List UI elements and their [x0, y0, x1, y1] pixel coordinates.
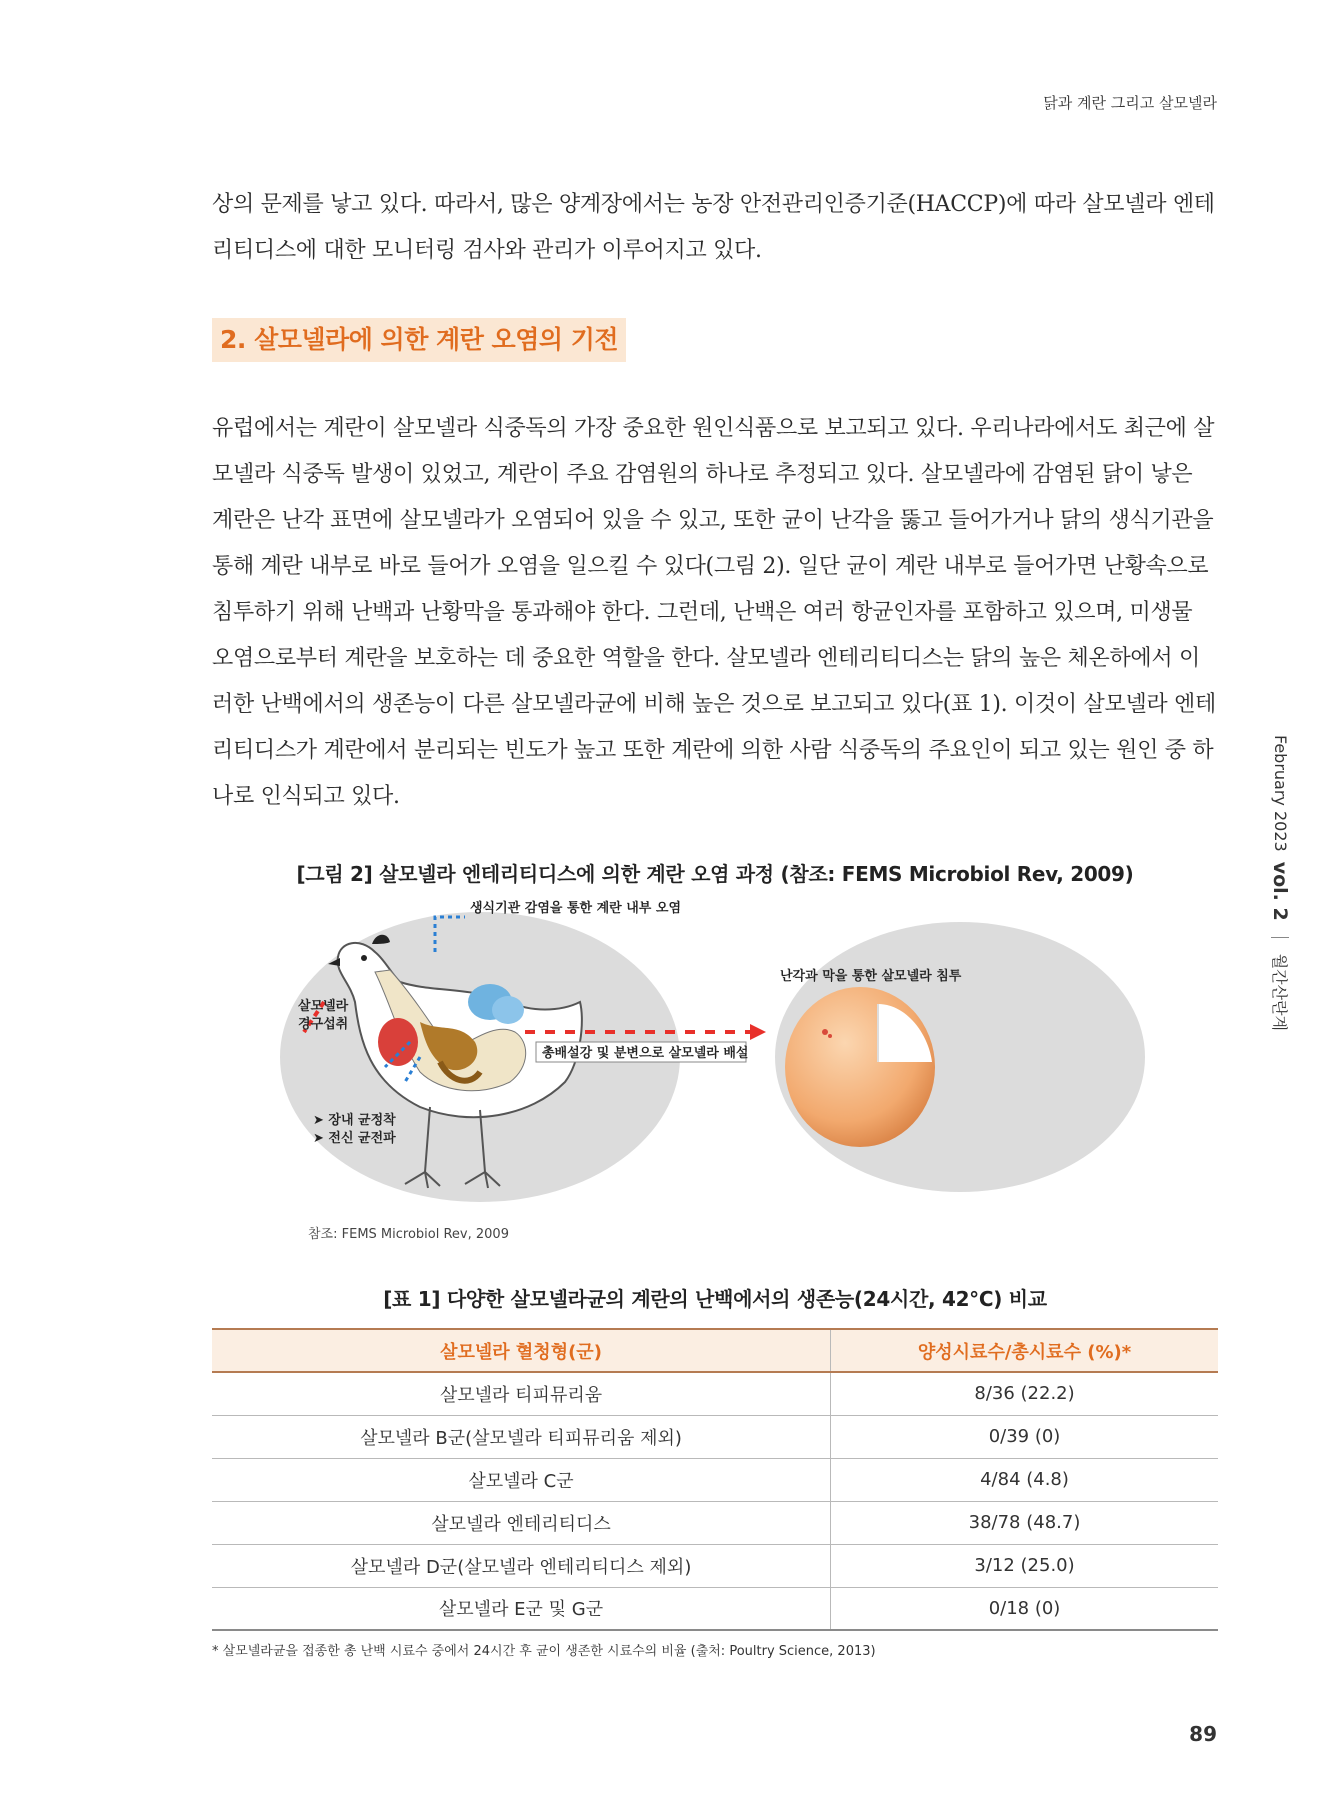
header-positive-ratio: 양성시료수/총시료수 (%)* [917, 1341, 1132, 1363]
side-tab [1262, 735, 1322, 1035]
section-heading: 2. 살모넬라에 의한 계란 오염의 기전 [212, 318, 626, 362]
table-row [212, 1415, 1218, 1458]
ratio-cell: 38/78 (48.7) [831, 1501, 1218, 1544]
header-serotype: 살모넬라 혈청형(군) [212, 1329, 831, 1372]
oral-label-2: 경구섭취 [298, 1017, 349, 1032]
page-number: 89 [1189, 1722, 1217, 1746]
oral-label-1: 살모넬라 [298, 999, 349, 1014]
table-header-row [212, 1329, 1218, 1372]
serotype-cell: 살모넬라 C군 [212, 1458, 831, 1501]
table-caption: [표 1] 다양한 살모넬라균의 계란의 난백에서의 생존능(24시간, 42°C) 비교 [383, 1287, 1047, 1311]
ratio-cell: 0/18 (0) [831, 1587, 1218, 1630]
contamination-figure [280, 892, 1180, 1212]
survival-table [212, 1328, 1218, 1631]
body-paragraph: 유럽에서는 계란이 살모넬라 식중독의 가장 중요한 원인식품으로 보고되고 있다. 우리나라에서도 최근에 살모넬라 식중독 발생이 있었고, 계란이 주요 감염원의 하나로 추정되고 있다. 살모넬라에 감염된 닭이 낳은 계란은 난각 표면에 살모넬라가 오염되어 있을 수 있고, 또한 균이 난각을 뚫고 들어가거나 닭의 생식기관을 통해 계란 내부로 바로 들어가 오염을 일으킬 수 있다(그림 2). 일단 균이 계란 내부로 들어가면 난황속으로 침투하기 위해 난백과 난황막을 통과해야 한다. 그런데, 난백은 여러 항균인자를 포함하고 있으며, 미생물 오염으로부터 계란을 보호하는 데 중요한 역할을 한다. 살모넬라 엔테리티디스는 닭의 높은 체온하에서 이러한 난백에서의 생존능이 다른 살모넬라균에 비해 높은 것으로 보고되고 있다(표 1). 이것이 살모넬라 엔테리티디스가 계란에서 분리되는 빈도가 높고 또한 계란에 의한 사람 식중독의 주요인이 되고 있는 원인 중 하나로 인식되고 있다. [212, 416, 1216, 809]
gut-colonization-label: ➤ 장내 균정착 [313, 1113, 396, 1128]
ratio-cell: 0/39 (0) [831, 1415, 1218, 1458]
figure-caption: [그림 2] 살모넬라 엔테리티디스에 의한 계란 오염 과정 (참조: FEMS Microbiol Rev, 2009) [296, 862, 1134, 886]
divider [1272, 937, 1290, 938]
egg-illustration [785, 987, 935, 1147]
ratio-cell: 3/12 (25.0) [831, 1544, 1218, 1587]
table-row [212, 1458, 1218, 1501]
ratio-cell: 8/36 (22.2) [831, 1372, 1218, 1415]
table-row [212, 1372, 1218, 1415]
table-row [212, 1501, 1218, 1544]
serotype-cell: 살모넬라 엔테리티디스 [212, 1501, 831, 1544]
figure-source: 참조: FEMS Microbiol Rev, 2009 [308, 1227, 509, 1242]
serotype-cell: 살모넬라 D군(살모넬라 엔테리티디스 제외) [212, 1544, 831, 1587]
shell-penetration-label: 난각과 막을 통한 살모넬라 침투 [780, 969, 962, 984]
ratio-cell: 4/84 (4.8) [831, 1458, 1218, 1501]
serotype-cell: 살모넬라 티피뮤리움 [212, 1372, 831, 1415]
serotype-cell: 살모넬라 B군(살모넬라 티피뮤리움 제외) [212, 1415, 831, 1458]
serotype-cell: 살모넬라 E군 및 G군 [212, 1587, 831, 1630]
table-footnote: * 살모넬라균을 접종한 총 난백 시료수 중에서 24시간 후 균이 생존한 시료수의 비율 (출처: Poultry Science, 2013) [212, 1644, 876, 1659]
table-row [212, 1587, 1218, 1630]
issue-date: February 2023 [1271, 735, 1290, 852]
table-row [212, 1544, 1218, 1587]
reproductive-label: 생식기관 감염을 통한 계란 내부 오염 [470, 901, 681, 916]
systemic-spread-label: ➤ 전신 균전파 [313, 1131, 396, 1146]
running-header: 닭과 계란 그리고 살모넬라 [1043, 94, 1217, 112]
volume-label: vol. 2 [1269, 861, 1292, 921]
publication-name: 월간산란계 [1270, 953, 1289, 1031]
figure-illustration [280, 892, 1180, 1212]
excretion-label: 총배설강 및 분변으로 살모넬라 배설 [542, 1046, 749, 1061]
intro-paragraph: 상의 문제를 낳고 있다. 따라서, 많은 양계장에서는 농장 안전관리인증기준(HACCP)에 따라 살모넬라 엔테리티디스에 대한 모니터링 검사와 관리가 이루어지고 있다. [212, 192, 1215, 263]
